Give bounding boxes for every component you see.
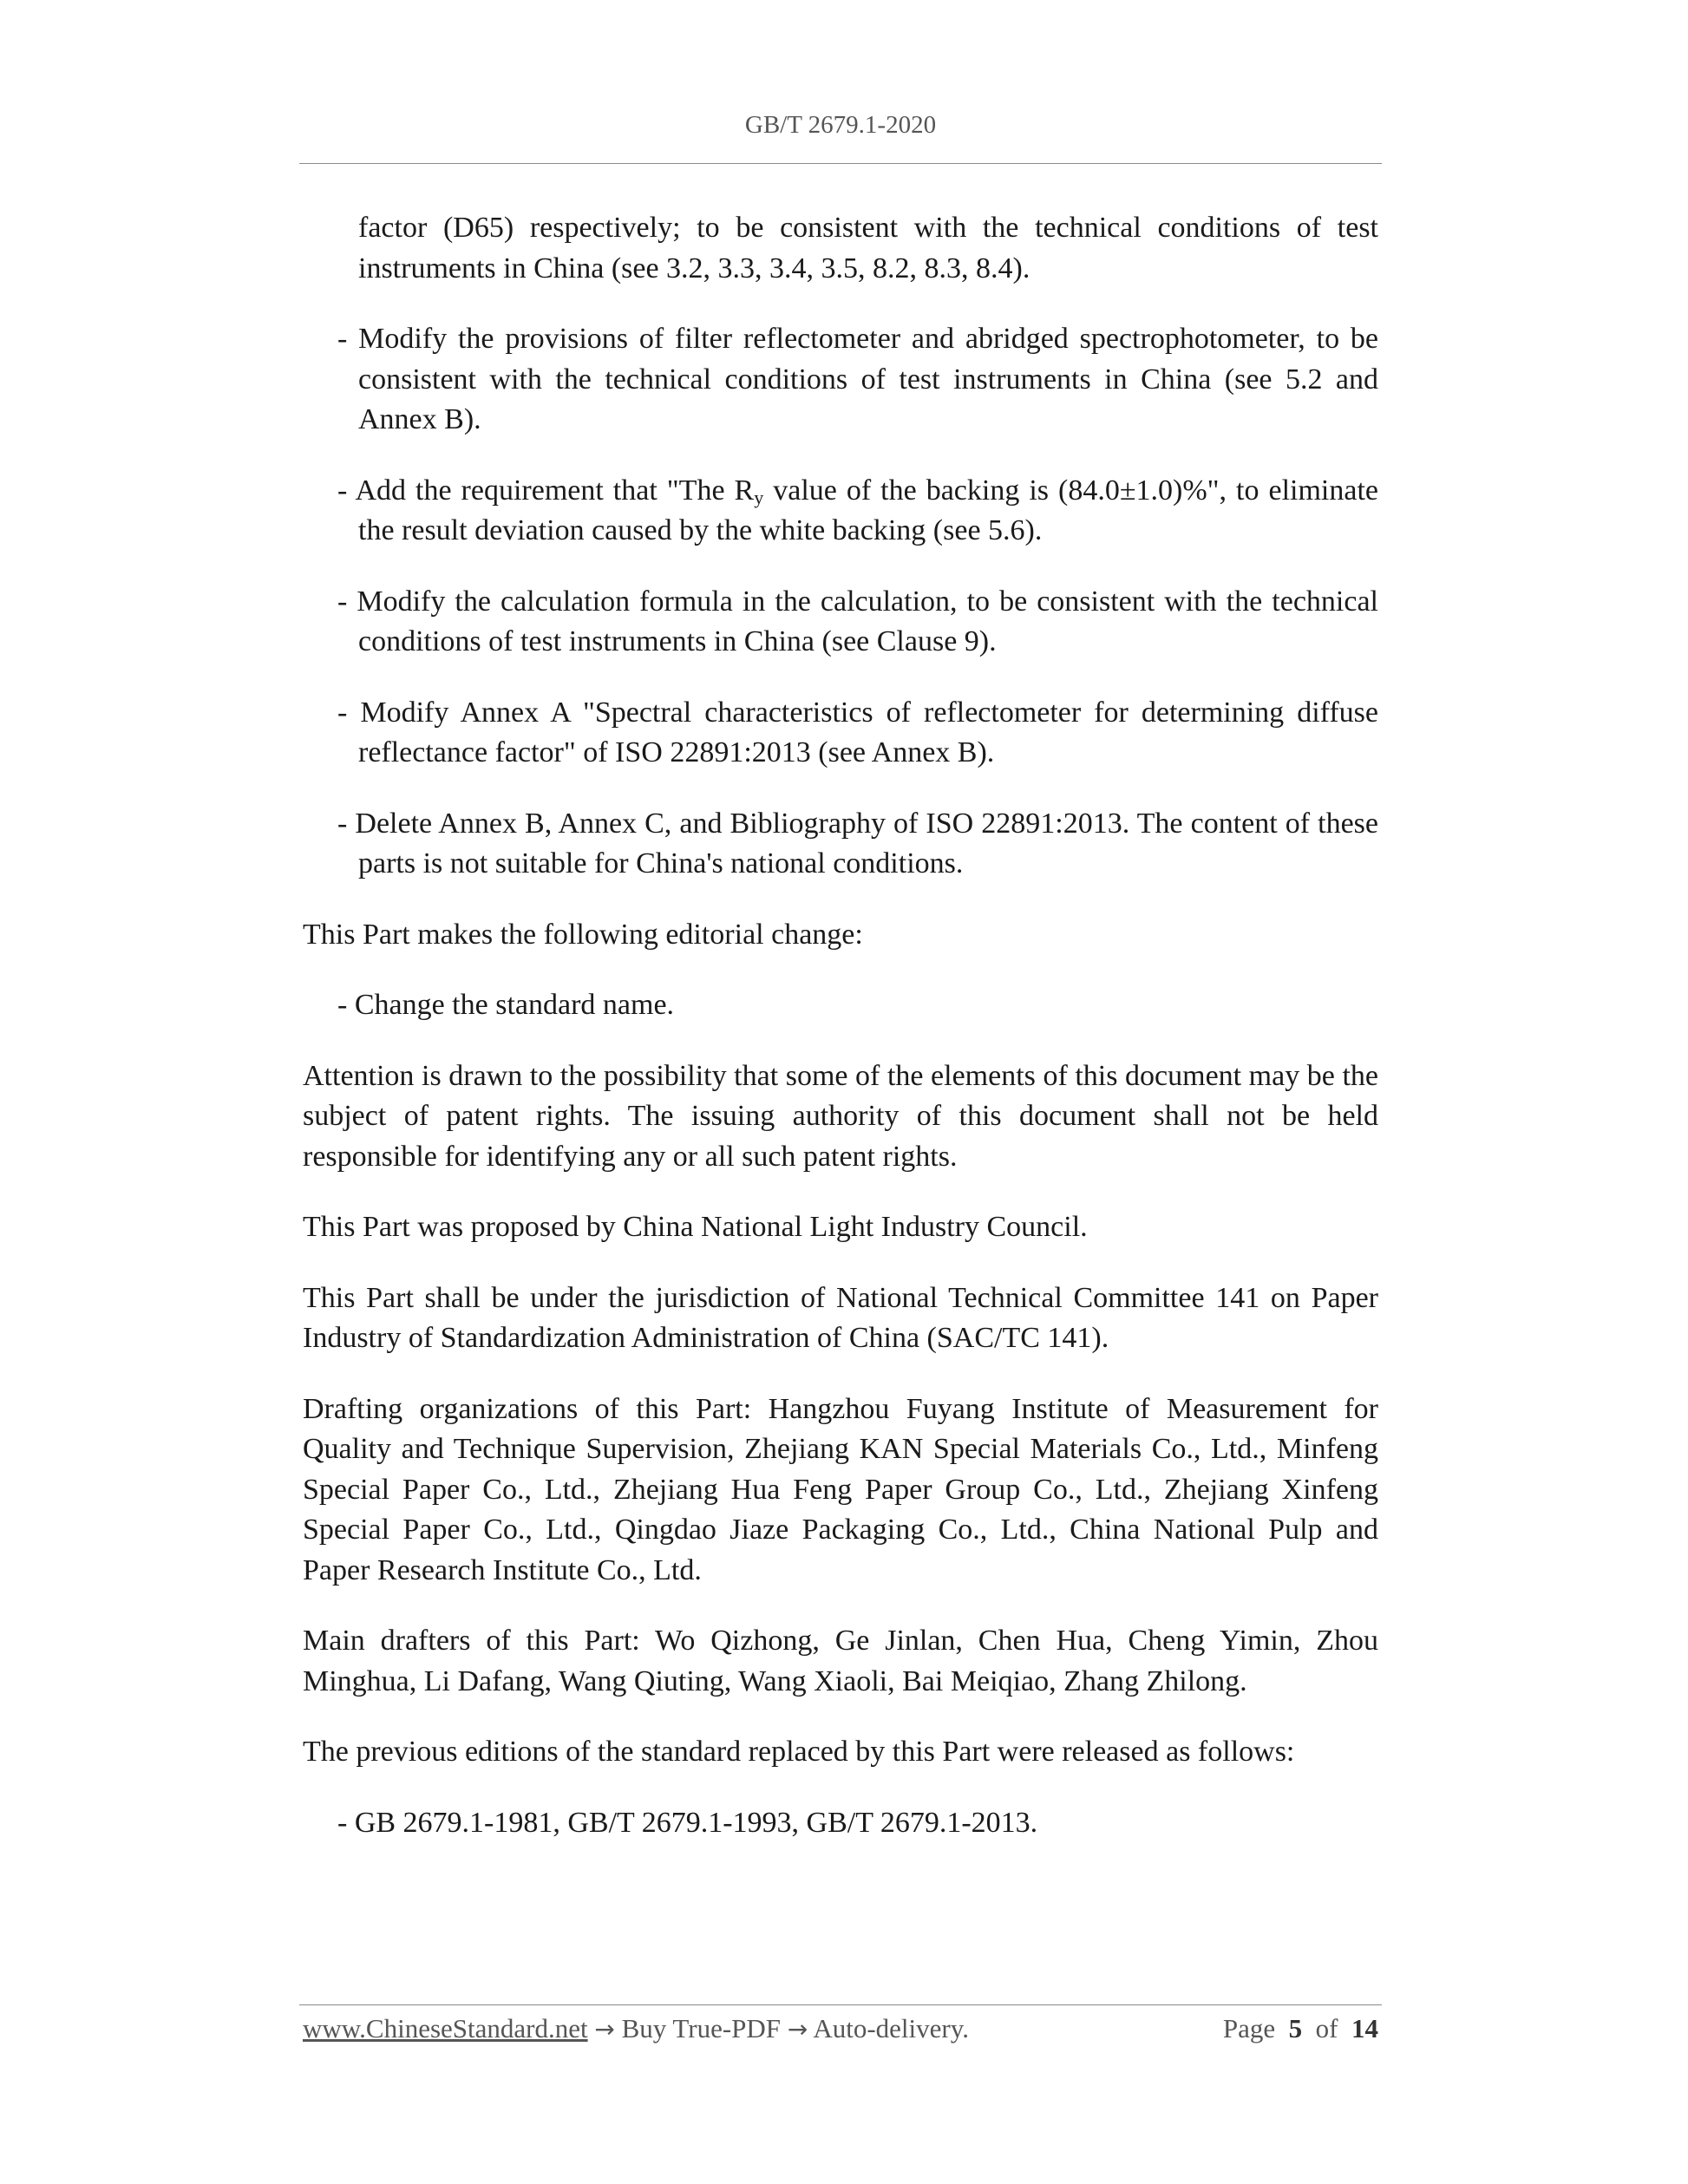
- previous-editions-intro: The previous editions of the standard replaced by this Part were released as follows:: [303, 1736, 1295, 1768]
- page-of-label: of: [1315, 2013, 1338, 2043]
- page-header-title: GB/T 2679.1-2020: [744, 111, 937, 139]
- ry-item-text-after: value of the backing is (84.0±1.0)%", to eliminate the result deviation caused by the white backing (see 5.6).: [358, 474, 1378, 546]
- footer-divider: [299, 2004, 1382, 2005]
- chinesestandard-link[interactable]: www.ChineseStandard.net: [303, 2013, 588, 2043]
- ry-subscript: y: [754, 486, 764, 508]
- previous-editions-item: - GB 2679.1-1981, GB/T 2679.1-1993, GB/T 2679.1-2013.: [337, 1806, 1038, 1839]
- page-total: 14: [1351, 2013, 1378, 2043]
- page-label: Page: [1222, 2013, 1276, 2043]
- editorial-list-item: - Change the standard name.: [337, 989, 675, 1021]
- patent-notice-paragraph: Attention is drawn to the possibility that some of the elements of this document may be the subject of patent rights. The issuing authority of this document shall not be held responsible for identifying any or all such patent rights.: [303, 1059, 1378, 1173]
- buy-true-pdf-text: Buy True-PDF: [621, 2013, 782, 2043]
- page-current: 5: [1288, 2013, 1303, 2043]
- list-item: - Delete Annex B, Annex C, and Bibliography of ISO 22891:2013. The content of these parts is not suitable for China's national conditions.: [337, 807, 1378, 879]
- header-divider: [299, 163, 1382, 164]
- continued-list-item: factor (D65) respectively; to be consistent with the technical conditions of test instruments in China (see 3.2, 3.3, 3.4, 3.5, 8.2, 8.3, 8.4).: [358, 212, 1378, 284]
- main-drafters-paragraph: Main drafters of this Part: Wo Qizhong, Ge Jinlan, Chen Hua, Cheng Yimin, Zhou Minghua, Li Dafang, Wang Qiuting, Wang Xiaoli, Bai Meiqiao, Zhang Zhilong.: [303, 1625, 1378, 1697]
- document-body: [303, 208, 1378, 1873]
- proposed-by-paragraph: This Part was proposed by China National Light Industry Council.: [303, 1211, 1088, 1243]
- list-item: - Modify the calculation formula in the calculation, to be consistent with the technical conditions of test instruments in China (see Clause 9).: [337, 585, 1378, 657]
- page-number: [1223, 2011, 1378, 2047]
- arrow-right-icon: →: [787, 2015, 808, 2043]
- page-footer: [303, 2011, 1378, 2048]
- arrow-right-icon: →: [594, 2015, 615, 2043]
- list-item: - Modify Annex A "Spectral characteristics of reflectometer for determining diffuse reflectance factor" of ISO 22891:2013 (see Annex B).: [337, 696, 1378, 768]
- editorial-intro-paragraph: This Part makes the following editorial change:: [303, 918, 863, 951]
- auto-delivery-text: Auto-delivery.: [813, 2013, 969, 2043]
- footer-left: [303, 2011, 969, 2048]
- list-item: - Modify the provisions of filter reflectometer and abridged spectrophotometer, to be consistent with the technical conditions of test instruments in China (see 5.2 and Annex B).: [337, 323, 1378, 435]
- ry-item-text-before: - Add the requirement that "The R: [337, 474, 755, 507]
- jurisdiction-paragraph: This Part shall be under the jurisdiction of National Technical Committee 141 on Paper Industry of Standardization Administration of China (SAC/TC 141).: [303, 1281, 1378, 1354]
- list-item-ry-backing: [303, 471, 1378, 552]
- drafting-organizations-paragraph: Drafting organizations of this Part: Hangzhou Fuyang Institute of Measurement for Quality and Technique Supervision, Zhejiang KAN Special Materials Co., Ltd., Minfeng Special Paper Co., Ltd., Zhejiang Hua Feng Paper Group Co., Ltd., Zhejiang Xinfeng Special Paper Co., Ltd., Qingdao Jiaze Packaging Co., Ltd., China National Pulp and Paper Research Institute Co., Ltd.: [303, 1392, 1378, 1586]
